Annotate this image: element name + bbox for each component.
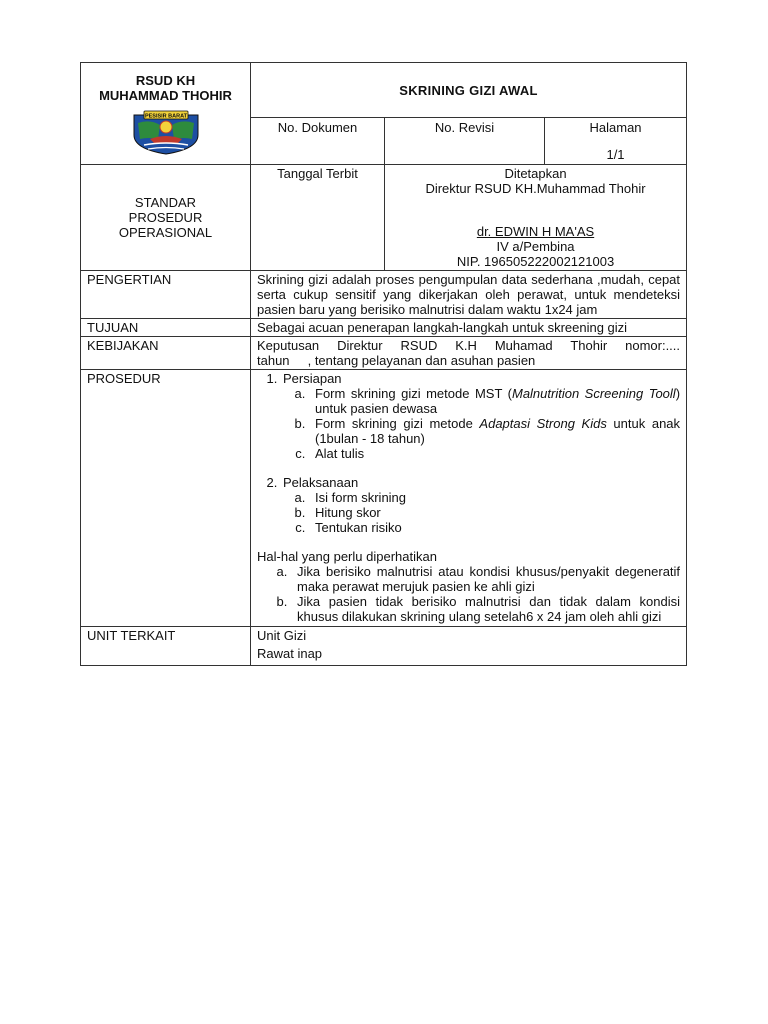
prosedur-list	[257, 371, 680, 535]
pelaksanaan-item-b: b. Hitung skor	[309, 505, 680, 520]
pengertian-text: Skrining gizi adalah proses pengumpulan data sederhana ,mudah, cepat serta cukup sensitif yang dikerjakan oleh perawat, untuk mendeteksi pasien baru yang berisiko malnutrisi dalam waktu 1x24 jam	[251, 271, 687, 319]
hospital-logo-icon	[130, 109, 202, 155]
hal-item-b: b. Jika pasien tidak berisiko malnutrisi dan tidak dalam kondisi khusus dilakukan skrining ulang setelah6 x 24 jam oleh ahli gizi	[291, 594, 680, 624]
pelaksanaan-item-c: c. Tentukan risiko	[309, 520, 680, 535]
no-dokumen-label: No. Dokumen	[277, 120, 358, 136]
pelaksanaan-sublist	[283, 490, 680, 535]
sop-table	[80, 62, 687, 666]
persiapan-a-text: Form skrining gizi metode MST (	[315, 386, 512, 401]
unit-item-2: Rawat inap	[257, 646, 323, 661]
tujuan-label: TUJUAN	[81, 319, 251, 337]
pelaksanaan-item-a: a. Isi form skrining	[309, 490, 680, 505]
no-revisi-label: No. Revisi	[434, 120, 495, 136]
tanggal-terbit-cell	[251, 165, 385, 271]
prosedur-label: PROSEDUR	[81, 370, 251, 627]
unit-item-1: Unit Gizi	[257, 628, 307, 643]
ditetapkan-label: Ditetapkan	[504, 166, 567, 181]
persiapan-a-post: ) untuk pasien dewasa	[315, 386, 681, 416]
document-title: SKRINING GIZI AWAL	[251, 63, 687, 118]
persiapan-sublist	[283, 386, 680, 461]
persiapan-a-italic: Malnutrition Screening Tooll	[511, 386, 676, 401]
svg-text:PESISIR BARAT: PESISIR BARAT	[144, 113, 187, 120]
sop-label-line3: OPERASIONAL	[118, 225, 213, 240]
kebijakan-line1: Keputusan Direktur RSUD K.H Muhamad Thohir nomor:....	[257, 338, 681, 353]
halaman-value: 1/1	[606, 147, 625, 163]
hospital-cell	[81, 63, 251, 165]
pelaksanaan-item	[281, 475, 680, 535]
hal-item-a: a. Jika berisiko malnutrisi atau kondisi khusus/penyakit degeneratif maka perawat merujuk pasien ke ahli gizi	[291, 564, 680, 594]
persiapan-item	[281, 371, 680, 461]
signer-nip: NIP. 196505222002121003	[456, 254, 615, 269]
kebijakan-cell	[251, 337, 687, 370]
persiapan-b-italic: Adaptasi Strong Kids	[479, 416, 607, 431]
pelaksanaan-title: Pelaksanaan	[283, 475, 359, 490]
sop-document	[80, 62, 686, 666]
tujuan-text: Sebagai acuan penerapan langkah-langkah untuk skreening gizi	[251, 319, 687, 337]
kebijakan-line2: tahun , tentang pelayanan dan asuhan pasien	[257, 353, 536, 368]
signer-rank: IV a/Pembina	[496, 239, 575, 254]
ditetapkan-cell	[385, 165, 687, 271]
unit-terkait-cell	[251, 627, 687, 666]
hospital-name-line1: RSUD KH	[135, 73, 196, 88]
no-revisi-cell	[385, 118, 545, 165]
no-dokumen-cell	[251, 118, 385, 165]
persiapan-title: Persiapan	[283, 371, 342, 386]
tanggal-terbit-label: Tanggal Terbit	[277, 166, 358, 181]
kebijakan-label: KEBIJAKAN	[81, 337, 251, 370]
signer-name: dr. EDWIN H MA'AS	[476, 224, 595, 239]
direktur-title: Direktur RSUD KH.Muhammad Thohir	[425, 181, 646, 196]
halaman-cell	[545, 118, 687, 165]
hal-title: Hal-hal yang perlu diperhatikan	[257, 549, 437, 564]
persiapan-item-c: c. Alat tulis	[309, 446, 680, 461]
hospital-name-line2: MUHAMMAD THOHIR	[99, 88, 232, 103]
hal-sublist	[257, 564, 680, 624]
persiapan-b-text: Form skrining gizi metode	[315, 416, 480, 431]
persiapan-b-post: untuk anak (1bulan - 18 tahun)	[315, 416, 681, 446]
sop-label-line1: STANDAR	[134, 195, 197, 210]
unit-terkait-label: UNIT TERKAIT	[81, 627, 251, 666]
halaman-label: Halaman	[589, 120, 642, 136]
sop-label-line2: PROSEDUR	[128, 210, 203, 225]
persiapan-item-b	[309, 416, 680, 446]
pengertian-label: PENGERTIAN	[81, 271, 251, 319]
prosedur-cell	[251, 370, 687, 627]
persiapan-item-a	[309, 386, 680, 416]
sop-label-cell	[81, 165, 251, 271]
